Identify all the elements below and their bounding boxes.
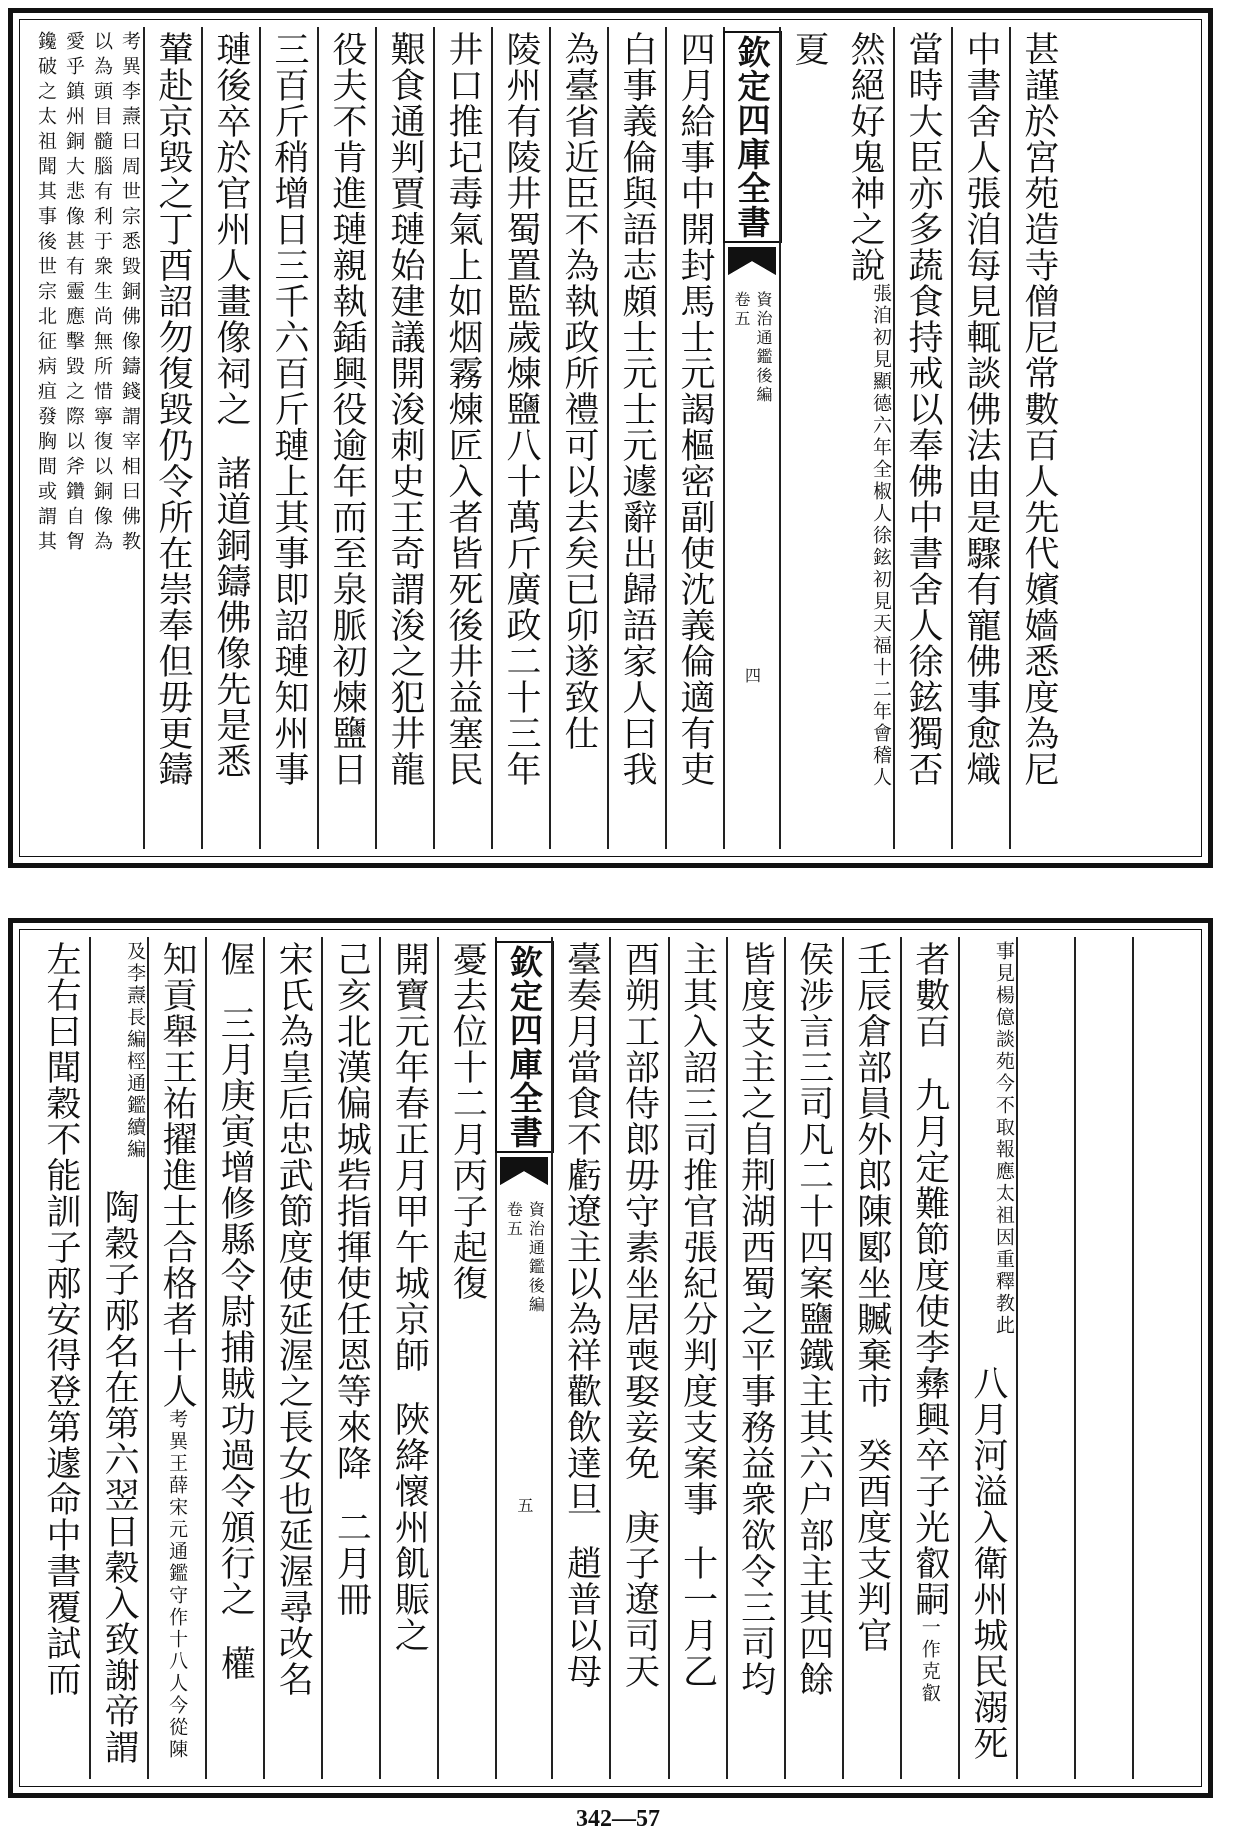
note-line: 及李燾長編 (124, 941, 147, 1051)
spine-title: 資治通鑑後編 (754, 291, 773, 405)
text-column: 輦赴京毀之丁酉詔勿復毀仍令所在崇奉但毋更鑄 (143, 27, 201, 849)
book-title: 欽定四庫全書 (495, 941, 554, 1153)
spine-volume: 卷五 (504, 1201, 524, 1239)
text-run: 庚子遼司天 (619, 1509, 660, 1689)
text-run: 然絕好鬼神之說 (845, 31, 885, 283)
text-run: 酉朔工部侍郎毋守素坐居喪娶妾免 (619, 941, 660, 1481)
text-run: 二月冊 (331, 1509, 372, 1617)
text-column: 甚謹於宮苑造寺僧尼常數百人先代嬪嬙悉度為尼 (1009, 27, 1067, 849)
note-line: 徐鉉初見天福十二年會稽人 (870, 525, 892, 789)
top-columns (31, 27, 1190, 849)
text-column: 四月給事中開封馬士元謁樞密副使沈義倫適有吏 (665, 27, 723, 849)
top-page (8, 8, 1213, 868)
book-title: 欽定四庫全書 (723, 31, 782, 243)
inline-note: 一作克叡 (918, 1617, 941, 1705)
text-column (779, 27, 893, 849)
spine-title: 資治通鑑後編 (526, 1201, 546, 1315)
page-number: 四 (742, 667, 762, 683)
text-column (321, 937, 379, 1779)
text-column (900, 937, 958, 1779)
text-column (201, 27, 259, 849)
page-number: 五 (514, 1497, 534, 1513)
text-column (89, 937, 147, 1779)
inline-note: 考異王薛宋元通鑑守作十八人今從陳 (166, 1409, 189, 1761)
text-column (958, 937, 1016, 1779)
spine-volume: 卷五 (732, 291, 751, 329)
note-line: 事見楊億談苑今不取 (992, 941, 1015, 1139)
text-column: 井口推圮毒氣上如烟霧煉匠入者皆死後井益塞民 (433, 27, 491, 849)
inline-note (992, 941, 1016, 1337)
text-run: 己亥北漢偏城砦指揮使任恩等來降 (331, 941, 372, 1481)
text-column: 當時大臣亦多蔬食持戒以奉佛中書舍人徐鉉獨否 (893, 27, 951, 849)
fishtail-mark (500, 1157, 548, 1183)
note-subcolumn: 考異李燾曰周世宗悉毀銅佛像鑄錢謂宰相曰佛教 (119, 31, 141, 556)
text-column: 中書舍人張洎每見輒談佛法由是驟有寵佛事愈熾 (951, 27, 1009, 849)
text-run: 偓 (215, 941, 256, 977)
blank-column (1016, 937, 1074, 1779)
text-run: 趙普以母 (561, 1545, 602, 1689)
text-run: 陜絳懷州飢賑之 (389, 1401, 430, 1653)
text-run: 十一月乙 (677, 1545, 718, 1689)
note-line: 張洎初見顯德六年全椒人 (870, 283, 892, 525)
text-run: 開寶元年春正月甲午城京師 (389, 941, 430, 1373)
text-run: 九月定難節度使李彝興卒子光叡嗣 (909, 1077, 950, 1617)
text-column: 皆度支主之自荆湖西蜀之平事務益衆欲令三司均 (726, 937, 784, 1779)
text-run: 權 (215, 1645, 256, 1681)
text-column (609, 937, 667, 1779)
note-subcolumn: 以為頭目髓腦有利于衆生尚無所惜寧復以銅像為 (91, 31, 113, 556)
text-run: 諸道銅鑄佛像先是悉 (211, 455, 251, 779)
inline-note (123, 941, 147, 1161)
text-column (147, 937, 205, 1779)
text-run: 癸酉度支判官 (851, 1437, 892, 1653)
inline-note (869, 283, 893, 789)
text-column (668, 937, 726, 1779)
text-run: 主其入詔三司推官張紀分判度支案事 (677, 941, 718, 1517)
text-run: 三月庚寅增修縣令尉捕賊功過令頒行之 (215, 1005, 256, 1617)
text-column: 白事義倫與語志頗士元士元遽辭出歸語家人曰我 (607, 27, 665, 849)
text-run: 夏 (789, 31, 829, 67)
text-column: 宋氏為皇后忠武節度使延渥之長女也延渥尋改名 (263, 937, 321, 1779)
text-run: 陶穀子邴名在第六翌日穀入致謝帝謂 (99, 1189, 140, 1765)
text-column: 陵州有陵井蜀置監歲煉鹽八十萬斤廣政二十三年 (491, 27, 549, 849)
text-column: 三百斤稍增日三千六百斤璉上其事即詔璉知州事 (259, 27, 317, 849)
text-column (842, 937, 900, 1779)
text-column: 侯涉言三司凡二十四案鹽鐵主其六户部主其四餘 (784, 937, 842, 1779)
text-column: 左右曰聞穀不能訓子邴安得登第遽命中書覆試而 (41, 941, 82, 1697)
fishtail-mark (728, 247, 776, 273)
text-column: 為臺省近臣不為執政所禮可以去矣已卯遂致仕 (549, 27, 607, 849)
bottom-page (8, 918, 1213, 1798)
text-run: 壬辰倉部員外郎陳郾坐贓棄市 (851, 941, 892, 1409)
text-column: 役夫不肯進璉親執鍤興役逾年而至泉脈初煉鹽日 (317, 27, 375, 849)
text-run: 臺奏月當食不虧遼主以為祥歡飲達旦 (561, 941, 602, 1517)
text-run: 知貢舉王祐擢進士合格者十人 (157, 941, 198, 1409)
text-run: 者數百 (909, 941, 950, 1049)
text-run: 璉後卒於官州人畫像祠之 (211, 31, 251, 427)
note-subcolumn: 鑱破之太祖聞其事後世宗北征病疽發胸間或謂其 (35, 31, 57, 556)
note-subcolumn: 愛乎鎮州銅大悲像甚有靈應擊毀之際以斧鑽自胷 (63, 31, 85, 556)
bottom-columns (31, 937, 1190, 1779)
text-column: 艱食通判賈璉始建議開浚刺史王奇謂浚之犯井龍 (375, 27, 433, 849)
text-column: 憂去位十二月丙子起復 (437, 937, 495, 1779)
blank-column (1132, 937, 1190, 1779)
text-column (379, 937, 437, 1779)
text-column-note (31, 27, 143, 849)
text-column (551, 937, 609, 1779)
note-line: 報應太祖因重釋教此 (992, 1139, 1015, 1337)
text-column (205, 937, 263, 1779)
page-footer-number: 342—57 (576, 1806, 660, 1832)
blank-column (1074, 937, 1132, 1779)
text-run: 八月河溢入衛州城民溺死 (967, 1365, 1008, 1761)
spine-meta (731, 291, 773, 405)
spine-meta (503, 1201, 545, 1315)
page-spine (723, 27, 779, 849)
note-line: 桱通鑑續編 (124, 1051, 147, 1161)
page-spine (495, 937, 551, 1779)
